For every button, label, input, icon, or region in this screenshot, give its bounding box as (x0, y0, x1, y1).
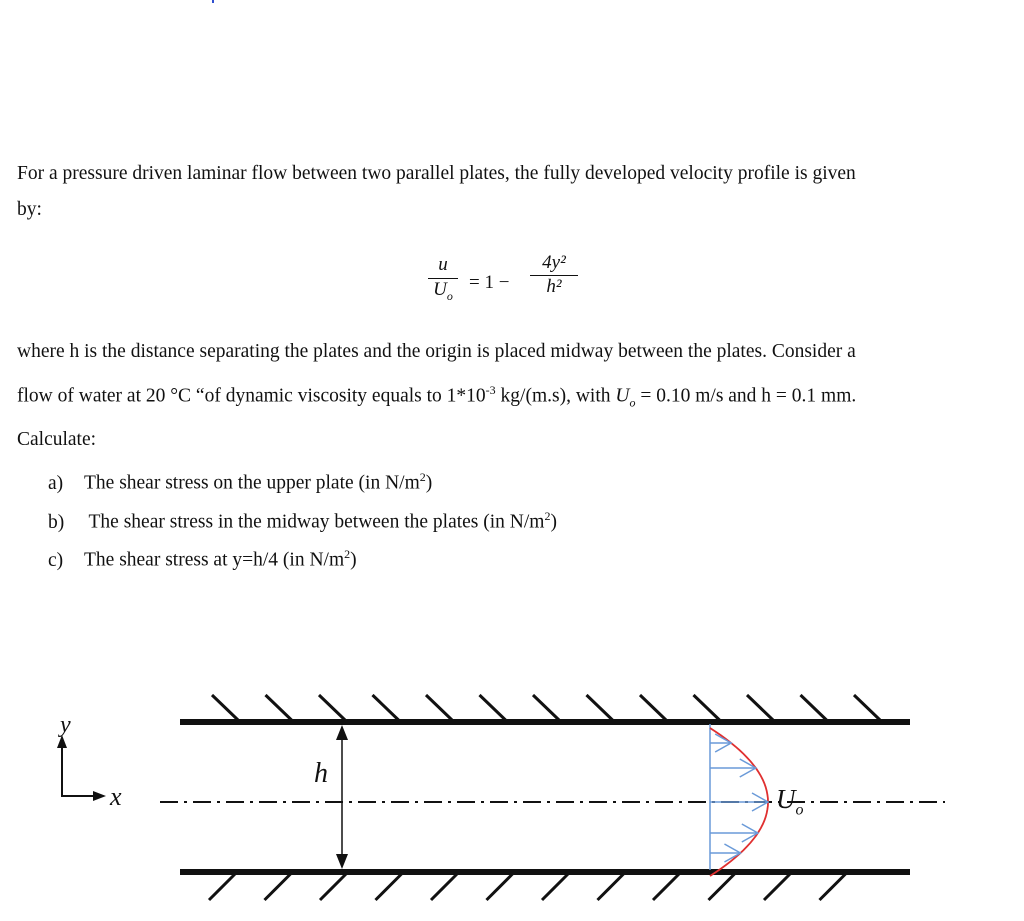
para-U: U (615, 385, 630, 407)
hatch-mark (373, 695, 399, 720)
hatch-mark (747, 695, 773, 720)
velocity-arrow (710, 844, 740, 862)
eq-lhs-numerator: u (438, 254, 448, 275)
hatch-mark (694, 695, 720, 720)
intro-line-2: by: (17, 199, 42, 220)
velocity-arrow (710, 824, 758, 842)
gap-label-h: h (314, 758, 328, 789)
eq-rhs-numerator: 4y² (542, 252, 566, 273)
hatch-mark (587, 695, 613, 720)
viscosity-exponent: -3 (485, 383, 496, 397)
para-line-2a: flow of water at 20 °C “of dynamic viscosity equals to 1*10 (17, 385, 486, 407)
velocity-profile (710, 724, 768, 876)
question-text: The shear stress in the midway between the plates (in N/m (84, 511, 545, 533)
max-velocity-sub: o (795, 801, 804, 819)
hatch-mark (320, 874, 346, 900)
hatch-mark (480, 695, 506, 720)
eq-middle: = 1 − (469, 272, 510, 293)
hatch-mark (265, 874, 291, 900)
para-line-1: where h is the distance separating the plates and the origin is placed midway between the plates. Consider a (17, 341, 856, 362)
hatch-mark (598, 874, 624, 900)
question-end: ) (550, 511, 557, 533)
hatch-mark (764, 874, 790, 900)
hatch-mark (319, 695, 345, 720)
hatch-mark (533, 695, 559, 720)
hatch-mark (376, 874, 402, 900)
hatch-mark (487, 874, 513, 900)
question-end: ) (425, 472, 433, 494)
max-velocity-label (776, 784, 804, 819)
hatch-mark (653, 874, 679, 900)
question-text: The shear stress at y=h/4 (in N/m (84, 549, 345, 571)
velocity-arrow (710, 793, 768, 811)
x-axis-label: x (110, 782, 122, 811)
para-U-sub: o (629, 395, 636, 410)
question-text: The shear stress on the upper plate (in N/m (84, 472, 420, 494)
y-axis-label: y (60, 712, 71, 738)
intro-line-1: For a pressure driven laminar flow between two parallel plates, the fully developed velocity profile is given (17, 163, 856, 184)
hatch-mark (212, 695, 238, 720)
hatch-mark (820, 874, 846, 900)
hatch-mark (266, 695, 292, 720)
hatch-mark (209, 874, 235, 900)
para-line-2b: kg/(m.s), with (495, 385, 616, 407)
velocity-arrow (710, 734, 731, 752)
question-label: b) (48, 511, 65, 533)
eq-rhs-denominator: h² (530, 275, 578, 298)
hatch-mark (431, 874, 457, 900)
hatch-mark (426, 695, 452, 720)
question-label: a) (48, 472, 64, 494)
bottom-plate-hatching (209, 874, 846, 900)
question-sup: 2 (419, 470, 426, 484)
question-label: c) (48, 549, 64, 571)
hatch-mark (801, 695, 827, 720)
para-line-3: Calculate: (17, 429, 97, 451)
question-sup: 2 (344, 547, 351, 561)
velocity-arrow (710, 759, 756, 777)
hatch-mark (854, 695, 880, 720)
question-end: ) (350, 549, 357, 571)
question-sup: 2 (544, 509, 551, 523)
gap-dimension-arrow (336, 725, 348, 869)
hatch-mark (542, 874, 568, 900)
hatch-mark (640, 695, 666, 720)
top-plate-hatching (212, 695, 880, 720)
coordinate-axes (57, 735, 106, 801)
eq-lhs-sub: o (446, 288, 453, 303)
hatch-mark (709, 874, 735, 900)
para-line-2c: = 0.10 m/s and h = 0.1 mm. (635, 385, 857, 407)
max-velocity-U: U (776, 784, 796, 814)
eq-lhs-denominator: U (433, 279, 447, 300)
